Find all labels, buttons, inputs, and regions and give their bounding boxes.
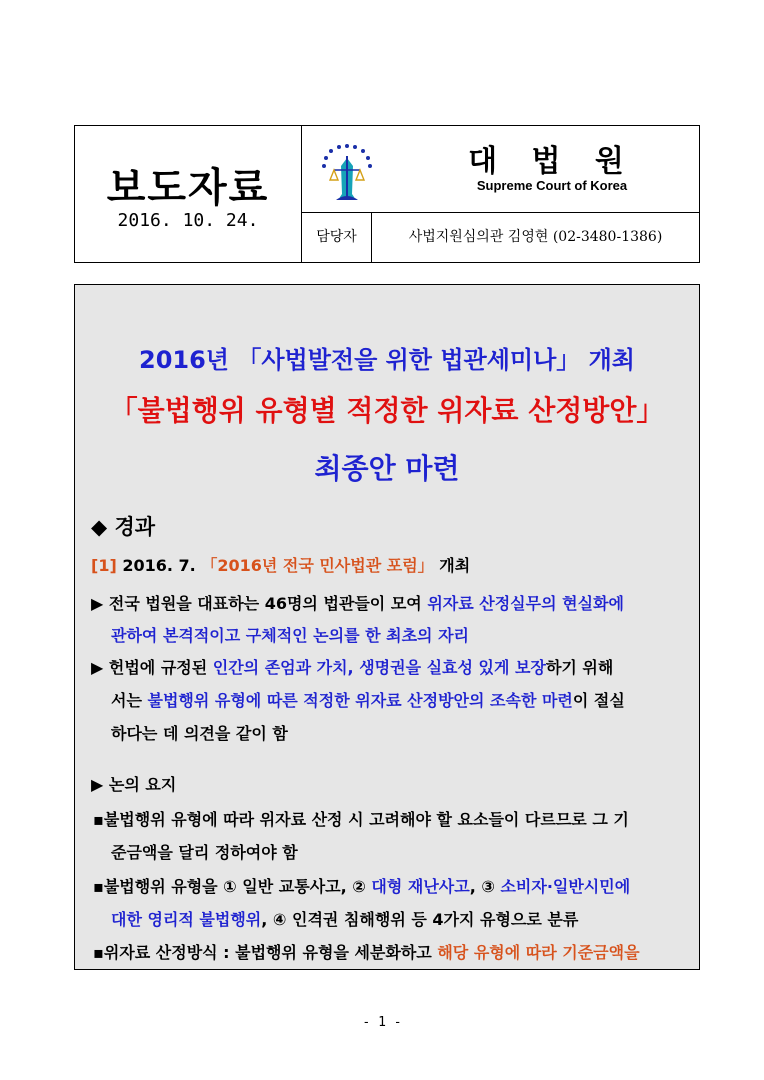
header-left-cell <box>75 126 302 262</box>
event-name: 「2016년 전국 민사법관 포럼」 <box>201 556 434 575</box>
point-highlight: 대한 영리적 불법행위 <box>111 910 262 929</box>
content-box <box>74 284 700 970</box>
bullet-highlight: 인간의 존엄과 가치, 생명권을 실효성 있게 보장 <box>212 658 546 677</box>
contact-value: 사법지원심의관 김영현 (02-3480-1386) <box>408 229 663 245</box>
bullet-highlight: 위자료 산정실무의 현실화에 <box>427 594 624 613</box>
supreme-court-logo-icon <box>314 136 380 202</box>
point-text: ▪불법행위 유형을 ① 일반 교통사고, ② <box>93 877 372 896</box>
point-text: ▪위자료 산정방식 : 불법행위 유형을 세분화하고 <box>93 943 438 962</box>
bullet-text: 하기 위해 <box>545 658 614 677</box>
page-number: - 1 - <box>362 1015 402 1030</box>
bullet-2-line-2 <box>111 688 625 711</box>
point-highlight: 해당 유형에 따라 기준금액을 <box>437 943 640 962</box>
bullet-text: 서는 <box>111 691 148 710</box>
bullet-text: ▶ 헌법에 규정된 <box>91 658 213 677</box>
point-3-line-1 <box>93 940 640 963</box>
point-text: , ④ 인격권 침해행위 등 4가지 유형으로 분류 <box>261 910 579 929</box>
section-title: 경과 <box>114 515 156 539</box>
discussion-subhead: ▶ 논의 요지 <box>91 775 177 794</box>
diamond-icon: ◆ <box>91 515 108 539</box>
bullet-2-line-1 <box>91 655 613 678</box>
header-org-cell <box>302 126 699 213</box>
court-name-korean: 대 법 원 <box>468 144 636 179</box>
event-date: 2016. 7. <box>122 556 196 575</box>
point-1-line-1: ▪불법행위 유형에 따라 위자료 산정 시 고려해야 할 요소들이 다르므로 그 기 <box>93 810 629 829</box>
headline-line-3: 최종안 마련 <box>314 452 460 485</box>
release-date: 2016. 10. 24. <box>117 210 259 231</box>
point-2-line-2 <box>111 907 578 930</box>
point-highlight: 소비자·일반시민에 <box>500 877 631 896</box>
point-2-line-1 <box>93 874 630 897</box>
bullet-highlight: 불법행위 유형에 따른 적정한 위자료 산정방안의 조속한 마련 <box>147 691 573 710</box>
bullet-1-line-2: 관하여 본격적이고 구체적인 논의를 한 최초의 자리 <box>111 626 469 645</box>
contact-label: 담당자 <box>302 213 372 262</box>
headline-line-1: 2016년 「사법발전을 위한 법관세미나」 개최 <box>139 346 635 374</box>
court-name-english: Supreme Court of Korea <box>476 178 628 193</box>
press-release-title: 보도자료 <box>106 165 270 211</box>
event-number: [1] <box>91 556 117 575</box>
event-suffix: 개최 <box>439 556 471 575</box>
bullet-2-line-3: 하다는 데 의견을 같이 함 <box>111 724 288 743</box>
event-item <box>91 553 470 576</box>
press-release-header <box>74 125 700 263</box>
section-heading <box>91 511 155 541</box>
bullet-text: ▶ 전국 법원을 대표하는 46명의 법관들이 모여 <box>91 594 428 613</box>
point-text: , ③ <box>469 877 501 896</box>
bullet-text: 이 절실 <box>572 691 625 710</box>
headline-line-2: 「불법행위 유형별 적정한 위자료 산정방안」 <box>109 394 665 427</box>
bullet-1-line-1 <box>91 591 624 614</box>
point-highlight: 대형 재난사고 <box>371 877 470 896</box>
point-1-line-2: 준금액을 달리 정하여야 함 <box>111 843 298 862</box>
